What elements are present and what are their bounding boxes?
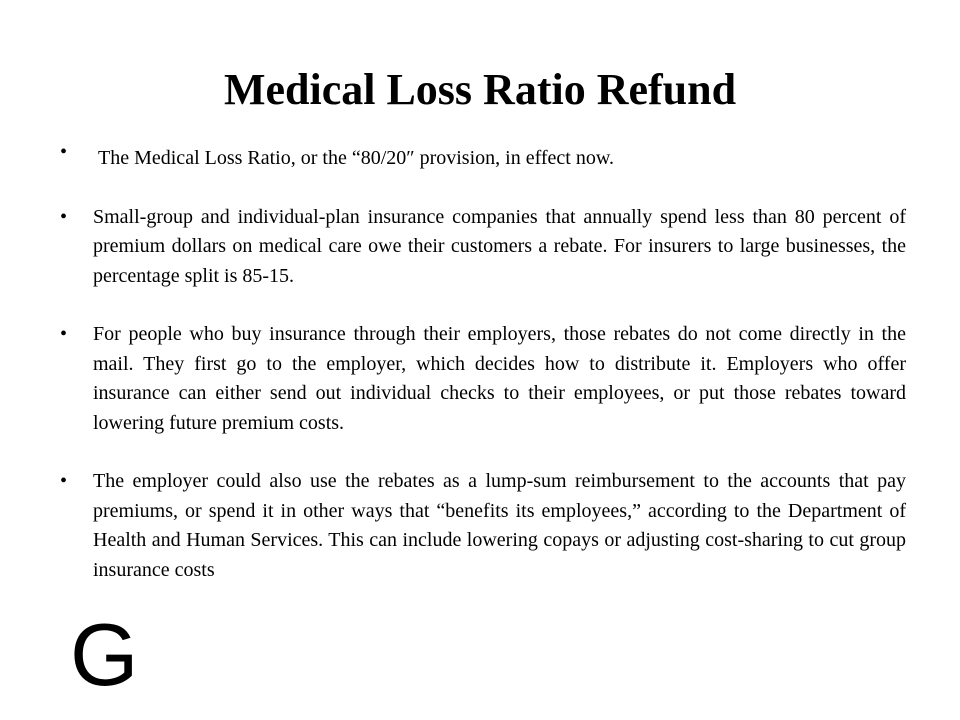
g-logo-icon: G bbox=[70, 605, 139, 704]
bullet-item bbox=[60, 320, 906, 438]
bullet-text: Small-group and individual-plan insurance companies that annually spend less than 80 percent of premium dollars on medical care owe their customers a rebate. For insurers to large businesses, the percentage split is 85-15. bbox=[93, 205, 906, 287]
bullet-item bbox=[60, 141, 906, 174]
bullet-text: The employer could also use the rebates as a lump-sum reimbursement to the accounts that pay premiums, or spend it in other ways that “benefits its employees,” according to the Department of Health and Human Services. This can include lowering copays or adjusting cost-sharing to cut group insurance costs bbox=[93, 470, 906, 581]
bullet-text: The Medical Loss Ratio, or the “80/20″ provision, in effect now. bbox=[98, 147, 614, 169]
bullet-icon: • bbox=[60, 323, 68, 345]
slide-title: Medical Loss Ratio Refund bbox=[223, 65, 737, 114]
bullet-icon: • bbox=[60, 470, 68, 492]
bullet-text: For people who buy insurance through their employers, those rebates do not come directly in the mail. They first go to the employer, which decides how to distribute it. Employers who offer insurance can either send out individual checks to their employees, or put those rebates toward lowering future premium costs. bbox=[93, 323, 906, 434]
bullet-icon: • bbox=[60, 141, 68, 163]
bullet-icon: • bbox=[60, 205, 68, 228]
bullet-item bbox=[60, 467, 906, 585]
bullet-list bbox=[60, 141, 906, 585]
bullet-item bbox=[60, 203, 906, 292]
